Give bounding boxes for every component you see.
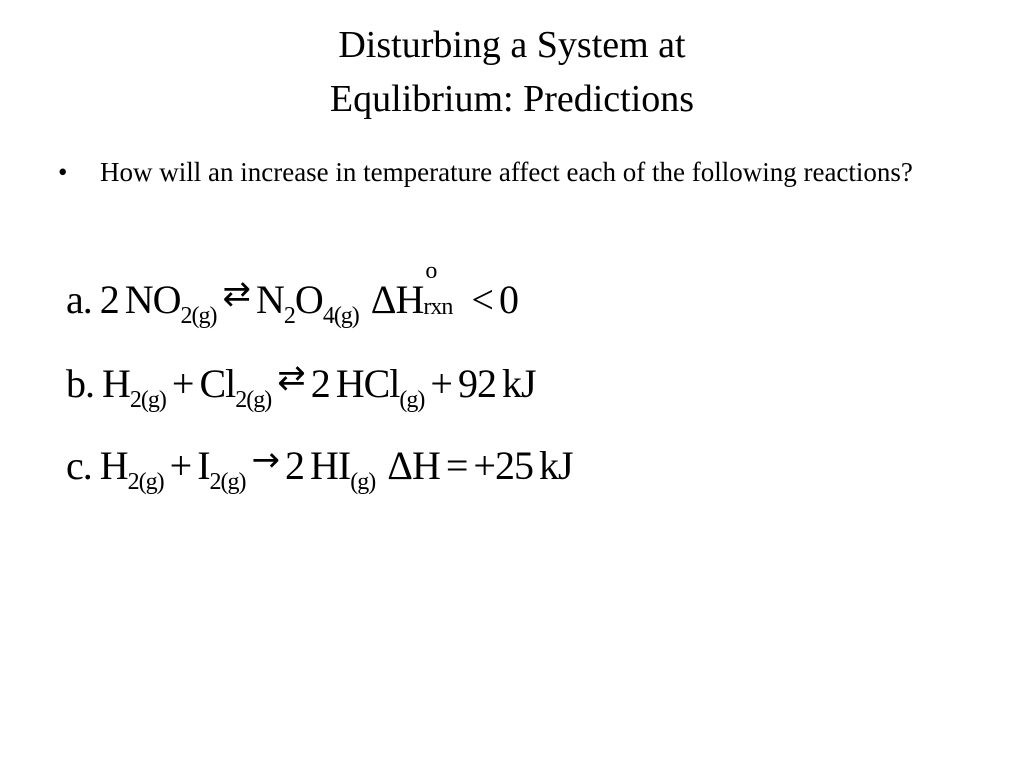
- equation-a-product-o: O: [294, 277, 323, 322]
- equation-a-reactant-subscript: 2(g): [180, 303, 217, 329]
- bullet-text: How will an increase in temperature affect each of the following reactions?: [100, 157, 913, 187]
- equation-b-hydrogen-subscript: 2(g): [129, 387, 166, 413]
- bullet-marker: •: [58, 157, 68, 187]
- equation-c: [66, 436, 573, 498]
- equation-a-coefficient: 2: [99, 277, 119, 322]
- equation-b-product-subscript: (g): [399, 387, 425, 413]
- equation-c-iodine: I: [197, 443, 210, 488]
- equation-b-energy: 92: [457, 361, 496, 406]
- equation-c-iodine-subscript: 2(g): [209, 469, 246, 495]
- equation-c-enthalpy: ΔH: [387, 443, 440, 488]
- equation-c-coefficient: 2: [285, 443, 305, 488]
- equation-c-hydrogen-subscript: 2(g): [127, 469, 164, 495]
- equation-a-rxn-subscript: rxn: [423, 294, 453, 320]
- equation-b-unit: kJ: [501, 361, 536, 406]
- equation-b-label: b.: [66, 361, 94, 406]
- equation-a-enthalpy: ΔH: [370, 277, 424, 322]
- equation-a-enthalpy-scripts: [423, 258, 453, 320]
- title-line-1: Disturbing a System at: [338, 24, 686, 66]
- reaction-arrow-icon: →: [251, 440, 280, 480]
- equation-a-product-n: N: [256, 277, 284, 322]
- equation-b-coefficient: 2: [310, 361, 330, 406]
- equation-c-equals: =: [445, 443, 468, 488]
- equation-c-label: c.: [66, 443, 92, 488]
- equation-a: [66, 258, 518, 332]
- equation-b-chlorine: Cl: [199, 361, 236, 406]
- equation-c-unit: kJ: [538, 443, 573, 488]
- equilibrium-arrow-icon: ⇄: [222, 274, 251, 314]
- equation-c-hydrogen: H: [99, 443, 128, 488]
- bullet-point: [58, 152, 918, 193]
- equation-a-product-o-subscript: 4(g): [322, 303, 359, 329]
- equation-b: [66, 354, 536, 416]
- title-line-2: Equlibrium: Predictions: [329, 78, 695, 120]
- equation-a-product-n-subscript: 2: [283, 303, 295, 329]
- equilibrium-arrow-icon: ⇄: [277, 358, 305, 398]
- equation-a-standard-state-superscript: o: [425, 258, 437, 284]
- equation-c-value: +25: [473, 443, 533, 488]
- equation-c-plus: +: [169, 443, 192, 488]
- equation-a-label: a.: [66, 277, 92, 322]
- equation-b-chlorine-subscript: 2(g): [235, 387, 272, 413]
- equation-a-relation: <: [471, 277, 493, 322]
- equation-c-product: HI: [310, 443, 351, 488]
- equation-b-product: HCl: [335, 361, 400, 406]
- equation-c-product-subscript: (g): [350, 469, 376, 495]
- equation-b-hydrogen: H: [102, 361, 130, 406]
- equation-b-plus-2: +: [430, 361, 452, 406]
- equation-a-value: 0: [498, 277, 518, 322]
- slide-title: [0, 18, 1024, 126]
- equation-a-reactant: NO: [124, 277, 181, 322]
- equation-b-plus-1: +: [171, 361, 194, 406]
